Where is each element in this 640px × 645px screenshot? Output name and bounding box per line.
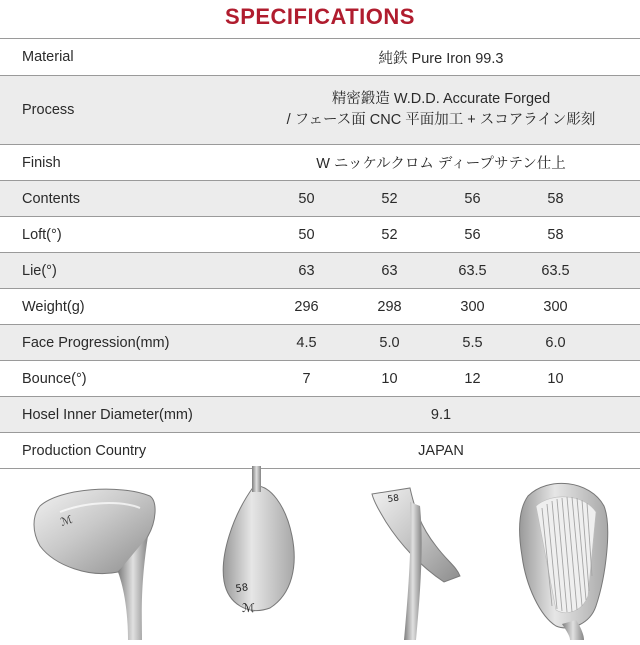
- club-sole-view: [223, 466, 294, 615]
- cell-value: 50: [298, 226, 315, 243]
- row-values: [242, 361, 640, 397]
- cell-value: 52: [381, 190, 398, 207]
- row-hosel: [0, 397, 640, 433]
- row-label: Material: [0, 39, 242, 76]
- cell-value: 298: [377, 298, 402, 315]
- row-finish: [0, 145, 640, 181]
- process-line-2: / フェース面 CNC 平面加工 + スコアライン彫刻: [286, 112, 596, 128]
- club-photos: [0, 466, 640, 640]
- row-label: Process: [0, 76, 242, 145]
- row-values: [242, 181, 640, 217]
- row-label: Loft(°): [0, 217, 242, 253]
- row-material: [0, 39, 640, 76]
- row-label: Hosel Inner Diameter(mm): [0, 397, 242, 433]
- row-value: JAPAN: [242, 433, 640, 469]
- cell-value: 50: [298, 190, 315, 207]
- row-label: Face Progression(mm): [0, 325, 242, 361]
- cell-value: 58: [547, 226, 564, 243]
- row-values: [242, 217, 640, 253]
- row-label: Lie(°): [0, 253, 242, 289]
- row-values: [242, 325, 640, 361]
- cell-value: 10: [381, 370, 398, 387]
- cell-value: 10: [547, 370, 564, 387]
- cell-value: 63: [298, 262, 315, 279]
- row-value: 純鉄 Pure Iron 99.3: [242, 39, 640, 76]
- row-value: W ニッケルクロム ディープサテン仕上: [242, 145, 640, 181]
- loft-stamp: 58: [387, 493, 400, 505]
- cell-value: 63: [381, 262, 398, 279]
- club-toe-view: [372, 488, 460, 640]
- cell-value: 300: [460, 298, 485, 315]
- cell-value: 5.5: [462, 334, 483, 351]
- process-line-1: 精密鍛造 W.D.D. Accurate Forged: [331, 91, 551, 107]
- cell-value: 6.0: [545, 334, 566, 351]
- logo-mark: ℳ: [242, 601, 255, 615]
- row-face-progression: [0, 325, 640, 361]
- club-face-view: [520, 483, 608, 640]
- row-values: [242, 289, 640, 325]
- row-label: Bounce(°): [0, 361, 242, 397]
- cell-value: 56: [464, 190, 481, 207]
- cell-value: 63.5: [458, 262, 487, 279]
- row-loft: [0, 217, 640, 253]
- row-label: Production Country: [0, 433, 242, 469]
- row-contents: [0, 181, 640, 217]
- cell-value: 296: [294, 298, 319, 315]
- row-weight: [0, 289, 640, 325]
- logo-mark: ℳ: [58, 512, 75, 529]
- row-bounce: [0, 361, 640, 397]
- club-images: [0, 466, 640, 640]
- cell-value: 56: [464, 226, 481, 243]
- cell-value: 4.5: [296, 334, 317, 351]
- club-back-view: [34, 489, 155, 640]
- spec-table: [0, 38, 640, 469]
- loft-stamp: 58: [234, 582, 250, 595]
- row-process: [0, 76, 640, 145]
- cell-value: 52: [381, 226, 398, 243]
- row-values: [242, 253, 640, 289]
- row-value: [242, 76, 640, 145]
- row-lie: [0, 253, 640, 289]
- cell-value: 300: [543, 298, 568, 315]
- page-title: SPECIFICATIONS: [225, 4, 415, 29]
- row-label: Finish: [0, 145, 242, 181]
- cell-value: 63.5: [541, 262, 570, 279]
- row-country: [0, 433, 640, 469]
- row-label: Contents: [0, 181, 242, 217]
- cell-value: 58: [547, 190, 564, 207]
- cell-value: 7: [302, 370, 311, 387]
- row-label: Weight(g): [0, 289, 242, 325]
- row-value: 9.1: [242, 397, 640, 433]
- cell-value: 5.0: [379, 334, 400, 351]
- cell-value: 12: [464, 370, 481, 387]
